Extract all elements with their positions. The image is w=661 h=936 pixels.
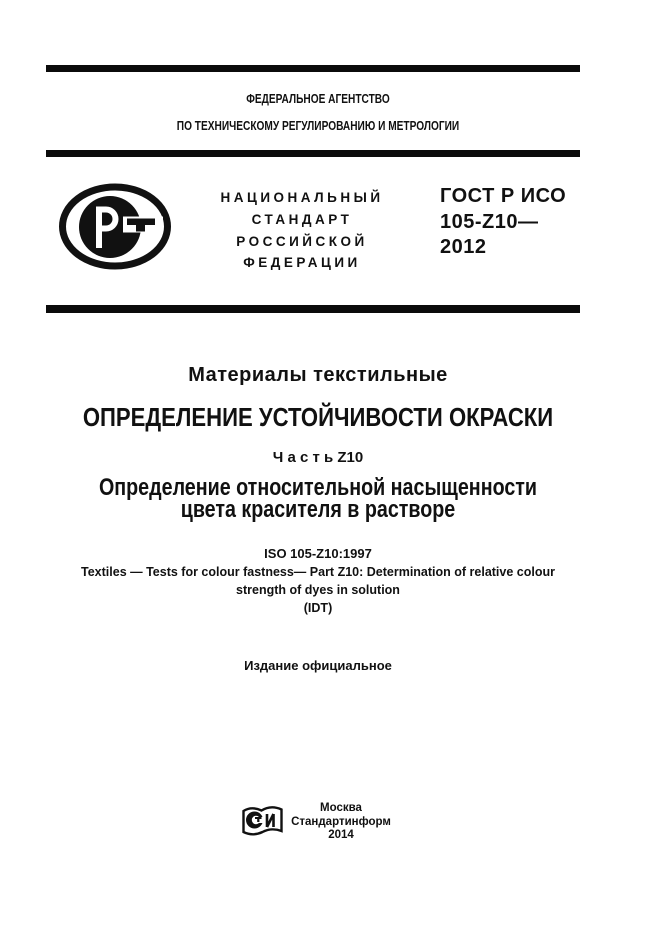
- part-label: Ч а с т ь Z10: [272, 449, 364, 466]
- designation-line3: 2012: [440, 236, 487, 258]
- subtitle-line2: цвета красителя в растворе: [180, 495, 456, 523]
- national-standard-line3: РОССИЙСКОЙ: [236, 233, 368, 249]
- standartinform-logo-icon: [242, 804, 283, 837]
- national-standard-line2: СТАНДАРТ: [251, 211, 353, 227]
- imprint-publisher: Стандартинформ: [291, 815, 391, 828]
- iso-reference-block: [0, 545, 636, 617]
- imprint: [281, 802, 401, 843]
- subtitle-line1: Определение относительной насыщенности: [98, 474, 538, 501]
- subject-group-title: Материалы текстильные: [188, 364, 448, 386]
- iso-reference-number: ISO 105-Z10:1997: [264, 546, 372, 561]
- agency-name-line2: ПО ТЕХНИЧЕСКОМУ РЕГУЛИРОВАНИЮ И МЕТРОЛОГИИ: [176, 118, 460, 133]
- standard-designation: [440, 184, 566, 261]
- designation-line2: 105-Z10—: [440, 210, 539, 233]
- rst-certification-logo-icon: [57, 183, 173, 270]
- main-title: ОПРЕДЕЛЕНИЕ УСТОЙЧИВОСТИ ОКРАСКИ: [82, 402, 554, 432]
- official-edition-note: Издание официальное: [244, 658, 392, 673]
- horizontal-rule-top: [46, 65, 580, 72]
- imprint-city: Москва: [320, 802, 362, 814]
- agency-name-line1: ФЕДЕРАЛЬНОЕ АГЕНТСТВО: [246, 91, 390, 106]
- designation-line1: ГОСТ Р ИСО: [440, 185, 567, 207]
- national-standard-line4: ФЕДЕРАЦИИ: [243, 255, 361, 271]
- iso-english-title-line1: Textiles — Tests for colour fastness— Part Z10: Determination of relative colour: [81, 565, 555, 579]
- horizontal-rule-middle: [46, 150, 580, 157]
- subtitle: [57, 474, 579, 523]
- imprint-year: 2014: [328, 829, 354, 841]
- national-standard-line1: НАЦИОНАЛЬНЫЙ: [220, 190, 384, 205]
- iso-conformity-degree: (IDT): [303, 601, 333, 615]
- iso-english-title-line2: strength of dyes in solution: [236, 583, 400, 597]
- horizontal-rule-bottom: [46, 305, 580, 313]
- national-standard-label: [196, 187, 408, 274]
